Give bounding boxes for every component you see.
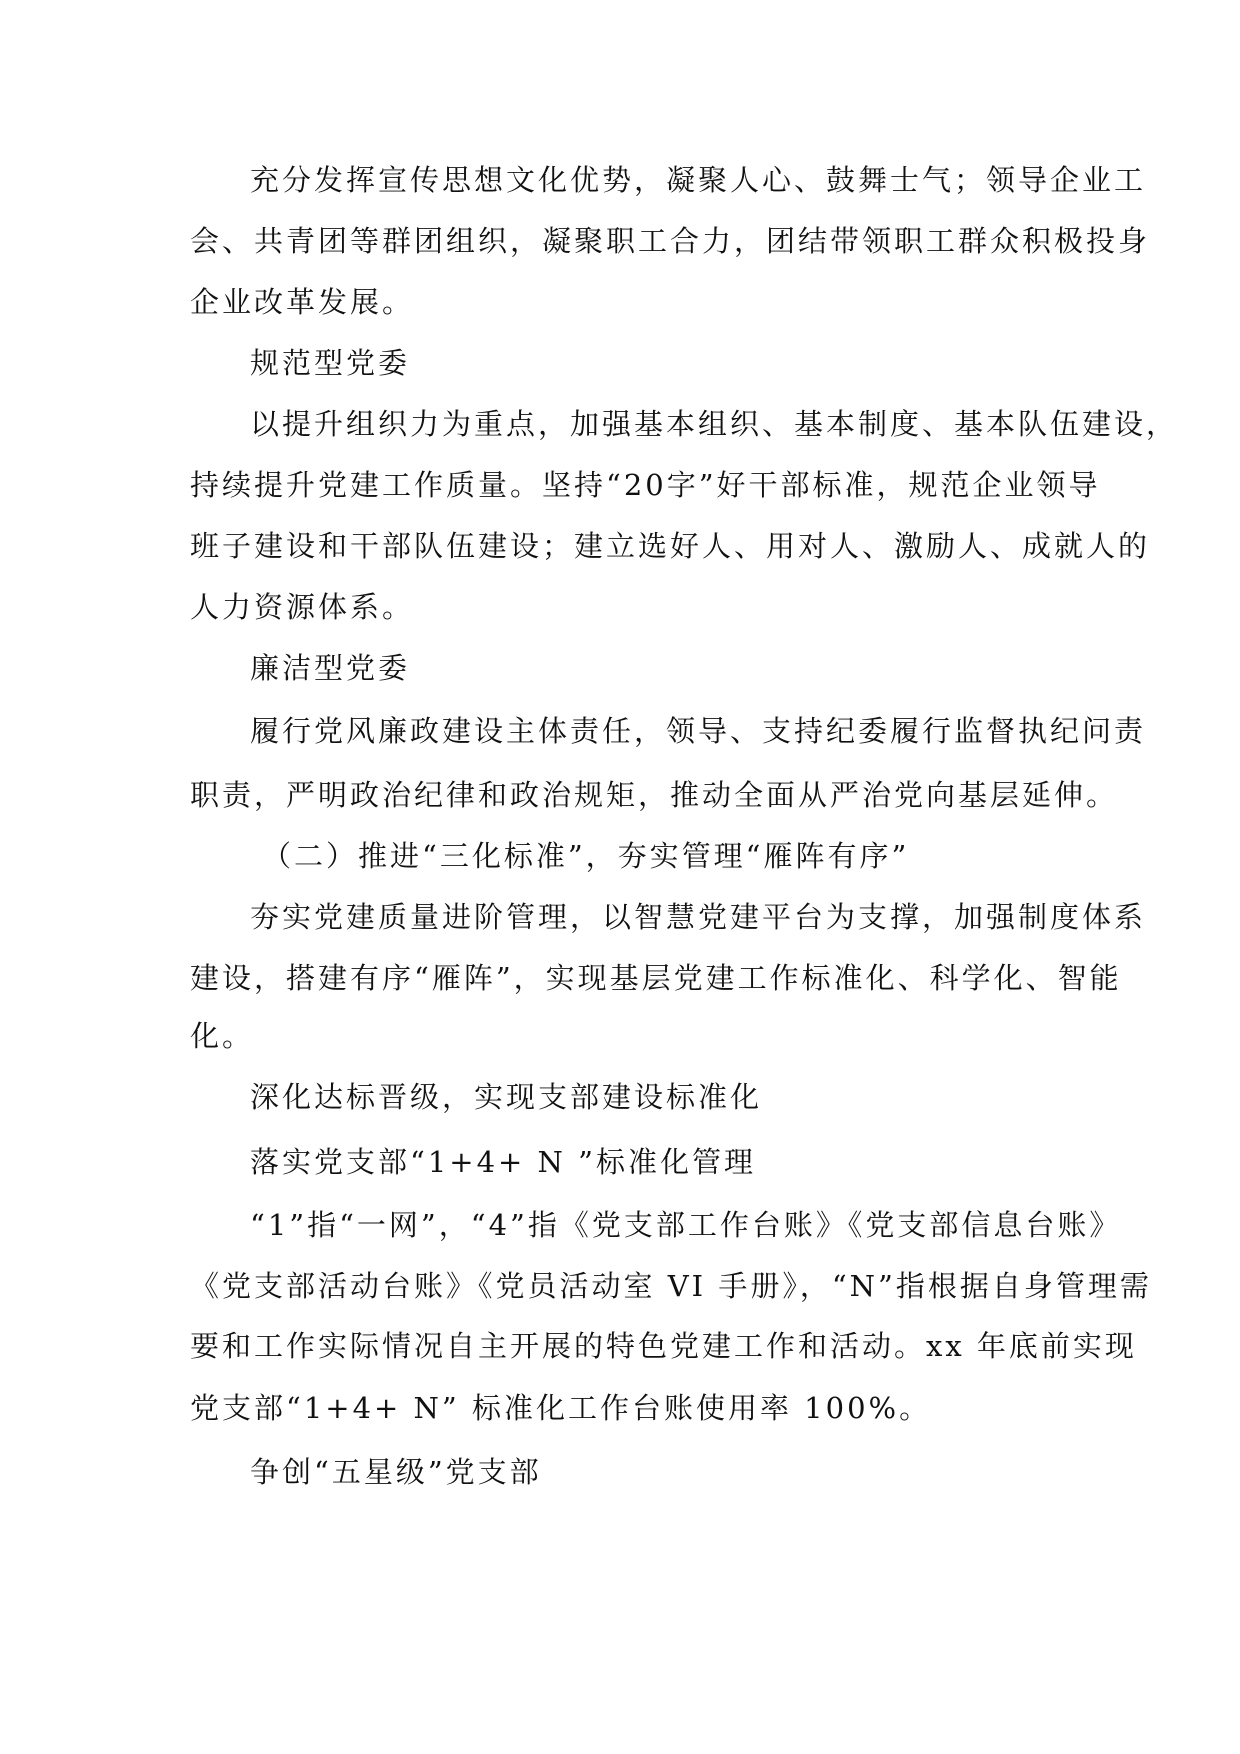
paragraph-line: 企业改革发展。 — [190, 285, 415, 319]
paragraph-line: “1”指“一网”，“4”指《党支部工作台账》《党支部信息台账》 — [250, 1208, 1122, 1242]
section-heading: 深化达标晋级，实现支部建设标准化 — [250, 1080, 763, 1114]
paragraph-line: 《党支部活动台账》《党员活动室 VI 手册》，“N”指根据自身管理需 — [190, 1269, 1152, 1303]
paragraph-line: 要和工作实际情况自主开展的特色党建工作和活动。xx 年底前实现 — [190, 1329, 1137, 1363]
paragraph-line: 职责，严明政治纪律和政治规矩，推动全面从严治党向基层延伸。 — [190, 778, 1119, 812]
section-heading: 争创“五星级”党支部 — [250, 1455, 542, 1489]
section-heading: 落实党支部“1+4+ N ”标准化管理 — [250, 1145, 756, 1179]
paragraph-line: 充分发挥宣传思想文化优势，凝聚人心、鼓舞士气；领导企业工 — [250, 163, 1147, 197]
paragraph-line: 建设，搭建有序“雁阵”，实现基层党建工作标准化、科学化、智能 — [190, 961, 1122, 995]
paragraph-line: 以提升组织力为重点，加强基本组织、基本制度、基本队伍建设， — [250, 407, 1179, 441]
section-heading: 规范型党委 — [250, 346, 411, 380]
paragraph-line: 会、共青团等群团组织，凝聚职工合力，团结带领职工群众积极投身 — [190, 224, 1151, 258]
paragraph-line: 人力资源体系。 — [190, 590, 415, 624]
paragraph-line: 持续提升党建工作质量。坚持“20字”好干部标准，规范企业领导 — [190, 468, 1101, 502]
paragraph-line: 履行党风廉政建设主体责任，领导、支持纪委履行监督执纪问责 — [250, 714, 1147, 748]
subsection-heading: （二）推进“三化标准”，夯实管理“雁阵有序” — [262, 839, 910, 873]
paragraph-line: 班子建设和干部队伍建设；建立选好人、用对人、激励人、成就人的 — [190, 529, 1151, 563]
paragraph-line: 化。 — [190, 1019, 255, 1053]
paragraph-line: 夯实党建质量进阶管理，以智慧党建平台为支撑，加强制度体系 — [250, 900, 1147, 934]
paragraph-line: 党支部“1+4+ N” 标准化工作台账使用率 100%。 — [190, 1391, 932, 1425]
section-heading: 廉洁型党委 — [250, 651, 411, 685]
